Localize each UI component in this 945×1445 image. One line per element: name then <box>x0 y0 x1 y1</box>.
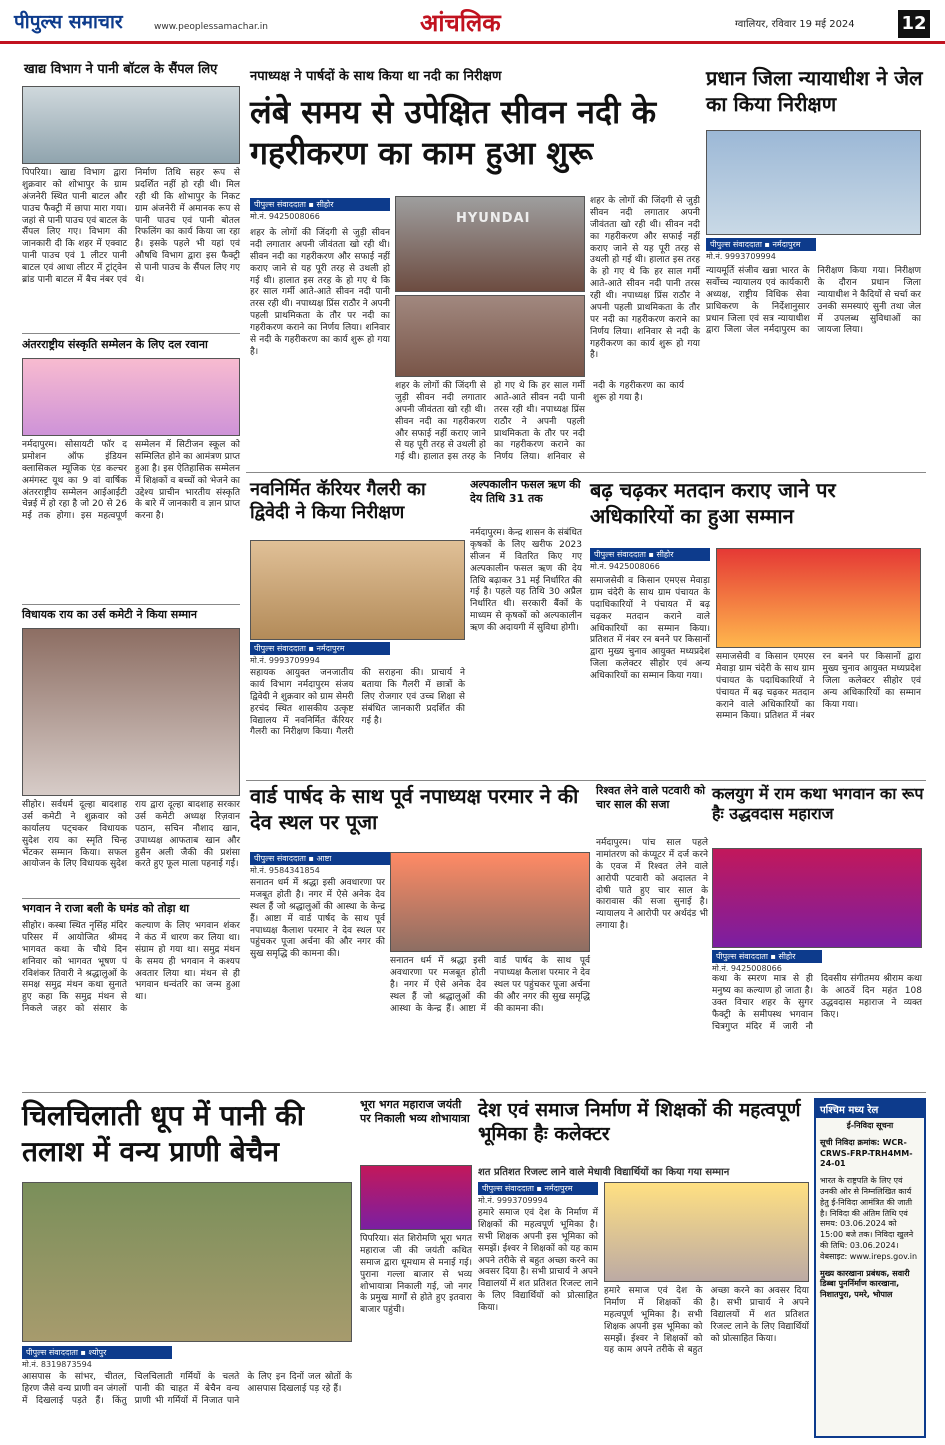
headline-voting-honour: बढ़ चढ़कर मतदान कराए जाने पर अधिकारियों का हुआ सम्मान <box>590 478 836 528</box>
byline-block <box>478 1182 598 1206</box>
headline-seewan-river: लंबे समय से उपेक्षित सीवन नदी के गहरीकरण का काम हुआ शुरू <box>250 93 657 172</box>
body-career-gallery: सहायक आयुक्त जनजातीय कार्य विभाग नर्मदापुरम संजय द्विवेदी ने शुक्रवार को ग्राम सेमरी हरचंद स्थित शासकीय उत्कृष्ट विद्यालय में नवनिर्मित कॅरियर गैलरी का निरीक्षण किया। गैलरी की सराहना की। प्राचार्य ने बताया कि गैलरी में छात्रों के लिए रोजगार एवं उच्च शिक्षा से संबंधित जानकारी प्रदर्शित की गई है। <box>250 668 465 738</box>
notice-ref: सूची निविदा क्रमांक: WCR-CRWS-FRP-TRH4MM-24-01 <box>820 1137 913 1169</box>
notice-body: भारत के राष्ट्रपति के लिए एवं उनकी ओर से निम्नलिखित कार्य हेतु ई-निविदा आमंत्रित की जाती है। निविदा की अंतिम तिथि एवं समय: 03.06.2024 को 15:00 बजे तक। निविदा खुलने की तिथि: 03.06.2024। वेबसाइट: www.ireps.gov.in <box>820 1176 918 1261</box>
divider <box>246 780 926 781</box>
byline: पीपुल्स संवाददाता ▪ आष्टा <box>250 852 390 865</box>
railway-tender-notice <box>814 1098 926 1438</box>
headline-ward-puja: वार्ड पार्षद के साथ पूर्व नपाध्यक्ष परमार ने की देव स्थल पर पूजा <box>250 784 579 834</box>
byline: पीपुल्स संवाददाता ▪ नर्मदापुरम <box>706 238 816 251</box>
photo-deer-herd <box>22 1182 352 1342</box>
divider <box>22 898 240 899</box>
reporter-phone: मो.नं. 8319873594 <box>22 1360 92 1369</box>
reporter-phone: मो.नं. 9425008066 <box>712 964 782 973</box>
headline-career-gallery: नवनिर्मित कॅरियर गैलरी का द्विवेदी ने किया निरीक्षण <box>250 479 426 524</box>
headline-judge-jail: प्रधान जिला न्यायाधीश ने जेल का किया निरीक्षण <box>706 66 923 116</box>
photo-temple-puja <box>390 852 590 952</box>
headline-wildlife: चिलचिलाती धूप में पानी की तलाश में वन्य प्राणी बेचैन <box>22 1099 305 1168</box>
reporter-phone: मो.नं. 9584341854 <box>250 866 320 875</box>
byline-block <box>250 198 390 224</box>
photo-officials-honour <box>716 548 921 648</box>
body-culture-conference: नर्मदापुरम। सोसायटी फॉर द प्रमोशन ऑफ इंडियन क्लासिकल म्यूजिक एंड कल्चर अमंगस्ट यूथ का 9 वां वार्षिक अंतरराष्ट्रीय सम्मेलन आईआईटी चेन्नई में हो रहा है जो 20 से 26 मई तक होगा। इस महत्वपूर्ण सम्मेलन में सिटीजन स्कूल को सम्मिलित होने का आमंत्रण प्राप्त हुआ है। इस ऐतिहासिक सम्मेलन में शिक्षकों व बच्चों को भेजने का उद्देश्य प्राचीन भारतीय संस्कृति के बारे में जानकारी व ज्ञान प्राप्त करना है। <box>22 440 240 522</box>
byline: पीपुल्स संवाददाता ▪ नर्मदापुरम <box>478 1182 598 1195</box>
body-seewan-column-3: शहर के लोगों की जिंदगी से जुड़ी सीवन नदी लगातार अपनी जीवंतता खो रही थी। सीवन नदी का गहरीकरण और सफाई नहीं कराए जाने से यह पूरी तरह से उथली हो गई थी। हालात इस तरह के हो गए थे कि हर साल गर्मी आते-आते सीवन नदी पानी तरस रही थी। नपाध्यक्ष प्रिंस राठौर ने अपनी पहली प्राथमिकता के तौर पर नदी का गहरीकरण कराने का निर्णय लिया। शनिवार से नदी के गहरीकरण का कार्य शुरू हो गया है। <box>590 196 700 361</box>
divider <box>246 472 926 473</box>
headline-collector: देश एवं समाज निर्माण में शिक्षकों की महत्वपूर्ण भूमिका हैः कलेक्टर <box>478 1099 801 1146</box>
notice-subtitle: ई-निविदा सूचना <box>846 1121 894 1130</box>
divider <box>22 333 240 334</box>
body-urs-committee: सीहोर। सर्वधर्म दूल्हा बादशाह उर्स कमेटी ने शुक्रवार को कार्यालय पट्‌चकर विधायक सुदेश राय का स्मृति चिन्ह भेंटकर सम्मान किया। सफल आयोजन के लिए विधायक सुदेश राय द्वारा दूल्हा बादशाह सरकार उर्स कमेटी अध्यक्ष रिज़वान पठान, सचिन नौशाद खान, उपाध्यक्ष आफताब खान और हुसैन अली जैकी की प्रशंसा करते हुए फूल माला पहनाई गई। <box>22 800 240 870</box>
photo-dredging <box>395 295 585 377</box>
byline: पीपुल्स संवाददाता ▪ नर्मदापुरम <box>250 642 390 655</box>
dateline: ग्वालियर, रविवार 19 मई 2024 <box>735 19 855 30</box>
notice-title: पश्चिम मध्य रेल <box>816 1100 924 1118</box>
divider <box>22 604 240 605</box>
photo-student-felicitation <box>604 1182 809 1282</box>
body-voting-continued: समाजसेवी व किसान एमएस मेवाड़ा ग्राम चंदेरी के साथ ग्राम पंचायत के पदाधिकारियों ने पंचायत में बढ़ चढ़कर मतदान कराने वाले अधिकारियों का सम्मान किया। प्रतिशत में नंबर रन बनने पर किसानों द्वारा मुख्य चुनाव आयुक्त मध्यप्रदेश जिला कलेक्टर सीहोर एवं अन्य अधिकारियों का सम्मान किया गया। <box>716 652 921 722</box>
body-ram-katha: कथा के स्मरण मात्र से ही मनुष्य का कल्याण हो जाता है। उक्त विचार शहर के सुगर फैक्ट्री के समीपस्थ भगवान चित्रगुप्त मंदिर में जारी नौ दिवसीय संगीतमय श्रीराम कथा के आठवें दिन महंत 108 उद्धवदास महाराज ने व्यक्त किए। <box>712 974 922 1032</box>
headline-crop-loan: अल्पकालीन फसल ऋण की देय तिथि 31 तक <box>470 478 581 505</box>
headline-ram-katha: कलयुग में राम कथा भगवान का रूप हैः उद्धवदास महाराज <box>712 784 924 824</box>
byline: पीपुल्स संवाददाता ▪ सीहोर <box>250 198 390 211</box>
page-number: 12 <box>898 10 930 38</box>
newspaper-logo: पीपुल्स समाचार <box>14 11 123 33</box>
byline-block <box>590 548 710 572</box>
body-patwari-bribe: नर्मदापुरम। पांच साल पहले नामांतरण को कंप्यूटर में दर्ज करने के एवज में रिश्वत लेने वाले आरोपी पटवारी को अदालत ने दोषी पाते हुए चार साल के कारावास की सजा सुनाई है। न्यायालय ने आरोपी पर अर्थदंड भी लगाया है। <box>596 838 708 932</box>
body-seewan-river: शहर के लोगों की जिंदगी से जुड़ी सीवन नदी लगातार अपनी जीवंतता खो रही थी। सीवन नदी का गहरीकरण और सफाई नहीं कराए जाने से यह पूरी तरह से उथली हो गई थी। हालात इस तरह के हो गए थे कि हर साल गर्मी आते-आते सीवन नदी पानी तरस रही थी। नपाध्यक्ष प्रिंस राठौर ने अपनी पहली प्राथमिकता के तौर पर नदी का गहरीकरण कराने का निर्णय लिया। शनिवार से नदी के गहरीकरण का कार्य शुरू हो गया है। <box>250 228 390 357</box>
photo-award-ceremony <box>22 628 240 796</box>
reporter-phone: मो.नं. 9425008066 <box>250 212 320 221</box>
photo-judge-visit <box>706 130 921 235</box>
byline-block <box>250 852 390 876</box>
body-raja-bali: सीहोर। कस्बा स्थित नृसिंह मंदिर परिसर में आयोजित श्रीमद भागवत कथा के चौथे दिन शनिवार को भागवत भूषण पं रविशंकर तिवारी ने श्रद्धालुओं के समक्ष समुद्र मंथन कथा सुनाते हुए कहा कि समुद्र मंथन से निकले जहर को संसार के कल्याण के लिए भगवान शंकर ने कंठ में धारण कर लिया था। संग्राम हो गया था। समुद्र मंथन के समय ही भगवान ने कश्यप अवतार लिया था। मंथन से ही भगवान धन्वंतरि का जन्म हुआ था। <box>22 921 240 1015</box>
photo-students-group <box>22 358 240 436</box>
reporter-phone: मो.नं. 9993709994 <box>478 1196 548 1205</box>
body-seewan-continued: शहर के लोगों की जिंदगी से जुड़ी सीवन नदी लगातार अपनी जीवंतता खो रही थी। सीवन नदी का गहरीकरण और सफाई नहीं कराए जाने से यह पूरी तरह से उथली हो गई थी। हालात इस तरह के हो गए थे कि हर साल गर्मी आते-आते सीवन नदी पानी तरस रही थी। नपाध्यक्ष प्रिंस राठौर ने अपनी पहली प्राथमिकता के तौर पर नदी का गहरीकरण कराने का निर्णय लिया। शनिवार से नदी के गहरीकरण का कार्य शुरू हो गया है। <box>395 381 684 463</box>
byline: पीपुल्स संवाददाता ▪ सीहोर <box>712 950 822 963</box>
divider <box>22 1092 926 1093</box>
body-crop-loan: नर्मदापुरम। केन्द्र शासन के संबंधित कृषकों के लिए खरीफ 2023 सीजन में वितरित किए गए अल्पकालीन फसल ऋण की देय तिथि बढ़ाकर 31 मई निर्धारित की गई है। पहले यह तिथि 30 अप्रैल निर्धारित थी। सरकारी बैंकों के माध्यम से कृषकों को अल्पकालीन ऋण की अदायगी में सुविधा होगी। <box>470 528 582 633</box>
byline: पीपुल्स संवाददाता ▪ सीहोर <box>590 548 710 561</box>
body-wildlife: आसपास के सांभर, चीतल, हिरण जैसे वन्य प्राणी वन जंगलों में दिखलाई पड़ते हैं। किंतु चिलचिलाती गर्मियों के चलते पानी की चाहत में बेचैन वन्य प्राणी भी गर्मियों में निजात पाने के लिए इन दिनों जल स्रोतों के आसपास दिखलाई पड़ रहे हैं। <box>22 1372 352 1406</box>
headline-procession: भूरा भगत महाराज जयंती पर निकाली भव्य शोभायात्रा <box>360 1098 470 1125</box>
headline-culture-conference: अंतरराष्ट्रीय संस्कृति सम्मेलन के लिए दल रवाना <box>22 338 208 351</box>
photo-career-gallery <box>250 540 465 640</box>
byline: पीपुल्स संवाददाता ▪ श्योपुर <box>22 1346 172 1359</box>
headline-urs-committee: विधायक राय का उर्स कमेटी ने किया सम्मान <box>22 608 198 621</box>
byline-block <box>706 238 816 262</box>
body-procession: पिपरिया। संत शिरोमणि भूरा भगत महाराज जी की जयंती कथित समाज द्वारा धूमधाम से मनाई गई। पुराना गल्ला बाजार से भव्य शोभायात्रा निकाली गई, जो नगर के प्रमुख मार्गों से होते हुए इतवारा बाजार पहुंची। <box>360 1234 472 1316</box>
photo-water-bottles <box>22 86 240 164</box>
byline-block <box>22 1346 172 1370</box>
body-ward-continued: सनातन धर्म में श्रद्धा इसी अवधारणा पर मजबूत होती है। नगर में ऐसे अनेक देव स्थल हैं जो श्रद्धालुओं की आस्था के केन्द्र हैं। आष्टा में वार्ड पार्षद के साथ पूर्व नपाध्यक्ष कैलाश परमार ने देव स्थल पर पहुंचकर पूजा अर्चना की और नगर की सुख समृद्धि की कामना की। <box>390 956 590 1014</box>
body-water-bottle: पिपरिया। खाद्य विभाग द्वारा शुक्रवार को शोभापुर के ग्राम अंजनेरी स्थित पानी बाटल और पाउच फैक्ट्री में छापा मारा गया। जहां से पानी पाउच एवं बाटल के सैंपल लिए गए। विभाग की जानकारी दी कि शहर में एक्वाट पानी पाउच एवं 1 लीटर पानी बाटल एवं आधा लीटर में ट्रांट्वेन ब्रांड पानी बाटल में बैच नंबर एवं निर्माण तिथि सहर रूप से प्रदर्शित नहीं हो रही थी। मिल रही थी कि शोभापुर के निकट ग्राम अंजनेरी में अमानक रूप से पानी पाउच एवं पानी बोतल रिफलिंग का कार्य किया जा रहा है। इसके पहले भी यहां एवं औषधि विभाग द्वारा इस फैक्ट्री से पानी पाउच के सैंपल लिए गए थे। <box>22 168 240 285</box>
notice-footer: मुख्य कारखाना प्रबंधक, सवारी डिब्बा पुनर्निर्माण कारखाना, निशातपुरा, पमरे, भोपाल <box>820 1268 910 1300</box>
body-judge-jail: न्यायमूर्ति संजीव खन्ना भारत के सर्वोच्च न्यायालय एवं कार्यकारी अध्यक्ष, राष्ट्रीय विधिक सेवा प्राधिकरण के निर्देशानुसार प्रधान जिला एवं सत्र न्यायाधीश द्वारा जिला जेल नर्मदापुरम का निरीक्षण किया गया। निरीक्षण के दौरान प्रधान जिला न्यायाधीश ने कैदियों से चर्चा कर उनकी समस्याएं सुनी तथा जेल में उपलब्ध सुविधाओं का जायजा लिया। <box>706 266 921 336</box>
section-title: आंचलिक <box>420 9 501 37</box>
body-collector: हमारे समाज एवं देश के निर्माण में शिक्षकों की महत्वपूर्ण भूमिका है। सभी शिक्षक अपनी इस भूमिका को समझें। ईश्वर ने शिक्षकों को यह काम अपने तरीके से बहुत अच्छा करने का अवसर दिया है। सभी प्राचार्य ने अपने विद्यालयों में शत प्रतिशत रिजल्ट लाने के लिए विद्यार्थियों को प्रोत्साहित किया। <box>478 1208 598 1313</box>
body-ward-puja: सनातन धर्म में श्रद्धा इसी अवधारणा पर मजबूत होती है। नगर में ऐसे अनेक देव स्थल हैं जो श्रद्धालुओं की आस्था के केन्द्र हैं। आष्टा में वार्ड पार्षद के साथ पूर्व नपाध्यक्ष कैलाश परमार ने देव स्थल पर पहुंचकर पूजा अर्चना की और नगर की सुख समृद्धि की कामना की। <box>250 878 385 960</box>
byline-block <box>250 642 390 666</box>
reporter-phone: मो.नं. 9993709994 <box>706 252 776 261</box>
subhead-collector: शत प्रतिशत रिजल्ट लाने वाले मेधावी विद्यार्थियों का किया गया सम्मान <box>478 1167 730 1178</box>
byline-block <box>712 950 822 972</box>
photo-sign-text: HYUNDAI <box>456 211 531 226</box>
headline-patwari-bribe: रिश्वत लेने वाले पटवारी को चार साल की सजा <box>596 784 706 811</box>
body-voting-honour: समाजसेवी व किसान एमएस मेवाड़ा ग्राम चंदेरी के साथ ग्राम पंचायत के पदाधिकारियों ने पंचायत में बढ़ चढ़कर मतदान कराने वाले अधिकारियों का सम्मान किया। प्रतिशत में नंबर रन बनने पर किसानों द्वारा मुख्य चुनाव आयुक्त मध्यप्रदेश जिला कलेक्टर सीहोर एवं अन्य अधिकारियों का सम्मान किया गया। <box>590 576 710 681</box>
website-url[interactable]: www.peoplessamachar.in <box>154 22 268 32</box>
headline-water-bottle: खाद्य विभाग ने पानी बॉटल के सैंपल लिए <box>24 62 218 77</box>
reporter-phone: मो.नं. 9425008066 <box>590 562 660 571</box>
photo-river-site <box>395 196 585 292</box>
body-collector-continued: हमारे समाज एवं देश के निर्माण में शिक्षकों की महत्वपूर्ण भूमिका है। सभी शिक्षक अपनी इस भूमिका को समझें। ईश्वर ने शिक्षकों को यह काम अपने तरीके से बहुत अच्छा करने का अवसर दिया है। सभी प्राचार्य ने अपने विद्यालयों में शत प्रतिशत रिजल्ट लाने के लिए विद्यार्थियों को प्रोत्साहित किया। <box>604 1286 809 1356</box>
photo-ram-katha <box>712 848 922 948</box>
photo-procession <box>360 1165 472 1230</box>
reporter-phone: मो.नं. 9993709994 <box>250 656 320 665</box>
kicker-seewan-river: नपाध्यक्ष ने पार्षदों के साथ किया था नदी का निरीक्षण <box>250 69 502 84</box>
headline-raja-bali: भगवान ने राजा बली के घमंड को तोड़ा था <box>22 902 190 915</box>
